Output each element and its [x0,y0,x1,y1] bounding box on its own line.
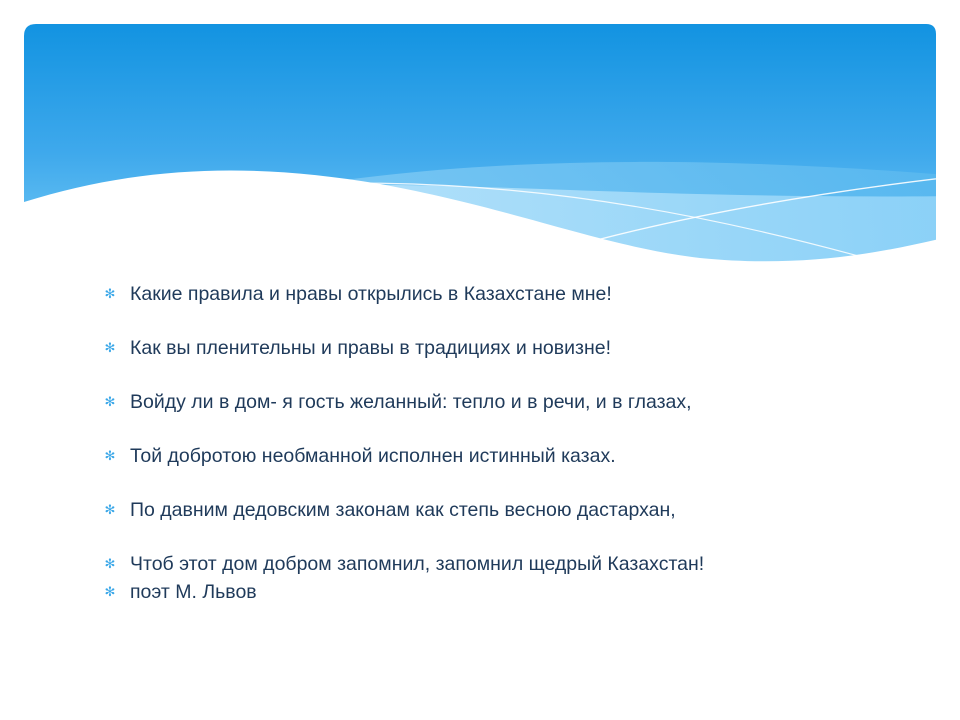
poem-line-1 [96,280,896,308]
asterisk-icon: ✻ [104,556,116,571]
sky-wave-header [0,0,960,280]
asterisk-icon: ✻ [104,584,116,599]
poem-line-4 [96,442,896,470]
poem-line-text: Чтоб этот дом добром запомнил, запомнил щедрый Казахстан! [130,553,705,575]
asterisk-icon: ✻ [104,448,116,463]
slide-content [96,280,896,606]
asterisk-icon: ✻ [104,502,116,517]
poem-line-text: Той добротою необманной исполнен истинный казах. [130,445,616,467]
poem-author [96,578,896,606]
poem-list [96,280,896,606]
poem-author-text: поэт М. Львов [130,581,257,603]
asterisk-icon: ✻ [104,340,116,355]
poem-line-text: Какие правила и нравы открылись в Казахстане мне! [130,283,612,305]
poem-line-text: Войду ли в дом- я гость желанный: тепло и в речи, и в глазах, [130,391,692,413]
poem-line-3 [96,388,896,416]
poem-line-2 [96,334,896,362]
asterisk-icon: ✻ [104,394,116,409]
poem-line-text: По давним дедовским законам как степь весною дастархан, [130,499,676,521]
poem-line-text: Как вы пленительны и правы в традициях и новизне! [130,337,611,359]
poem-line-5 [96,496,896,524]
poem-line-6 [96,550,896,578]
asterisk-icon: ✻ [104,286,116,301]
